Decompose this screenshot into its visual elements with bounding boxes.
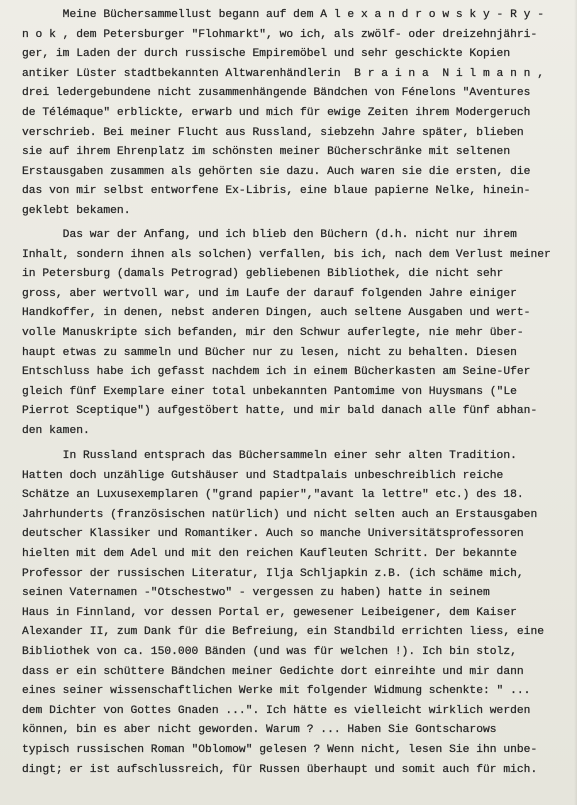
text-line: Erstausgaben zusammen als gehörten sie dazu. Auch waren sie die ersten, die <box>22 165 531 178</box>
text-line: Professor der russischen Literatur, Ilja Schljapkin z.B. (ich schäme mich, <box>22 567 524 580</box>
text-line: das von mir selbst entworfene Ex-Libris, eine blaue papierne Nelke, hinein- <box>22 185 531 198</box>
text-line: volle Manuskripte sich befanden, mir den Schwur auferlegte, nie mehr über- <box>22 326 524 339</box>
text-line: den kamen. <box>22 424 90 437</box>
text-line: Entschluss habe ich gefasst nachdem ich in einem Bücherkasten am Seine-Ufer <box>22 366 531 379</box>
text-line: können, bin es aber nicht geworden. Warum ? ... Haben Sie Gontscharows <box>22 724 497 737</box>
text-line: typisch russischen Roman "Oblomow" gelesen ? Wenn nicht, lesen Sie ihn unbe- <box>22 743 538 756</box>
paragraph-3 <box>22 447 562 780</box>
text-line: verschrieb. Bei meiner Flucht aus Russland, siebzehn Jahre später, blieben <box>22 126 524 139</box>
paragraph-2 <box>22 226 562 442</box>
text-line: n o k , dem Petersburger "Flohmarkt", wo ich, als zwölf- oder dreizehnjähri- <box>22 28 538 41</box>
text-line: gross, aber wertvoll war, und im Laufe der darauf folgenden Jahre einiger <box>22 287 517 300</box>
text-line: gleich fünf Exemplare einer total unbekannten Pantomime von Huysmans ("Le <box>22 385 517 398</box>
text-line: ger, im Laden der durch russische Empiremöbel und sehr geschickte Kopien <box>22 48 511 61</box>
text-line: Alexander II, zum Dank für die Befreiung, ein Standbild errichten liess, eine <box>22 626 545 639</box>
text-line: hielten mit dem Adel und mit den reichen Kaufleuten Schritt. Der bekannte <box>22 547 517 560</box>
text-line: de Télémaque" erblickte, erwarb und mich für ewige Zeiten ihrem Modergeruch <box>22 106 531 119</box>
text-line: Handkoffer, in denen, nebst anderen Dingen, auch seltene Ausgaben und wert- <box>22 307 531 320</box>
text-line: Pierrot Sceptique") aufgestöbert hatte, und mir bald danach alle fünf abhan- <box>22 405 538 418</box>
text-line: in Petersburg (damals Petrograd) gebliebenen Bibliothek, die nicht sehr <box>22 268 504 281</box>
text-line: Inhalt, sondern ihnen als solchen) verfallen, bis ich, nach dem Verlust meiner <box>22 248 551 261</box>
text-line: Haus in Finnland, vor dessen Portal er, gewesener Leibeigener, dem Kaiser <box>22 606 517 619</box>
text-line: antiker Lüster stadtbekannten Altwarenhändlerin B r a i n a N i l m a n n , <box>22 67 545 80</box>
text-line: deutscher Klassiker und Romantiker. Auch so manche Universitätsprofessoren <box>22 528 524 541</box>
text-line: dingt; er ist aufschlussreich, für Russen überhaupt und somit auch für mich. <box>22 763 538 776</box>
text-line: sie auf ihrem Ehrenplatz im schönsten meiner Bücherschränke mit seltenen <box>22 146 511 159</box>
paragraph-1 <box>22 6 562 222</box>
text-line: drei ledergebundene nicht zusammenhängende Bändchen von Fénelons "Aventures <box>22 87 531 100</box>
text-line: Das war der Anfang, und ich blieb den Büchern (d.h. nicht nur ihrem <box>22 229 517 241</box>
text-line: Meine Büchersammellust begann auf dem A l e x a n d r o w s k y - R y - <box>22 9 545 21</box>
text-line: eines seiner wissenschaftlichen Werke mit folgender Widmung schenkte: " ... <box>22 685 531 698</box>
text-line: seinen Vaternamen -"Otschestwo" - vergessen zu haben) hatte in seinem <box>22 587 490 600</box>
text-line: Schätze an Luxusexemplaren ("grand papier","avant la lettre" etc.) des 18. <box>22 489 524 502</box>
text-line: Jahrhunderts (französischen natürlich) und nicht selten auch an Erstausgaben <box>22 508 538 521</box>
text-line: geklebt bekamen. <box>22 204 131 217</box>
text-line: In Russland entsprach das Büchersammeln einer sehr alten Tradition. <box>22 450 517 462</box>
text-line: dem Dichter von Gottes Gnaden ...". Ich hätte es vielleicht wirklich werden <box>22 704 531 717</box>
text-line: haupt etwas zu sammeln und Bücher nur zu lesen, nicht zu behalten. Diesen <box>22 346 517 359</box>
text-line: dass er ein schüttere Bändchen meiner Gedichte dort einreihte und mir dann <box>22 665 524 678</box>
text-line: Hatten doch unzählige Gutshäuser und Stadtpalais unbeschreiblich reiche <box>22 469 504 482</box>
text-line: Bibliothek von ca. 150.000 Bänden (und was für welchen !). Ich bin stolz, <box>22 645 517 658</box>
